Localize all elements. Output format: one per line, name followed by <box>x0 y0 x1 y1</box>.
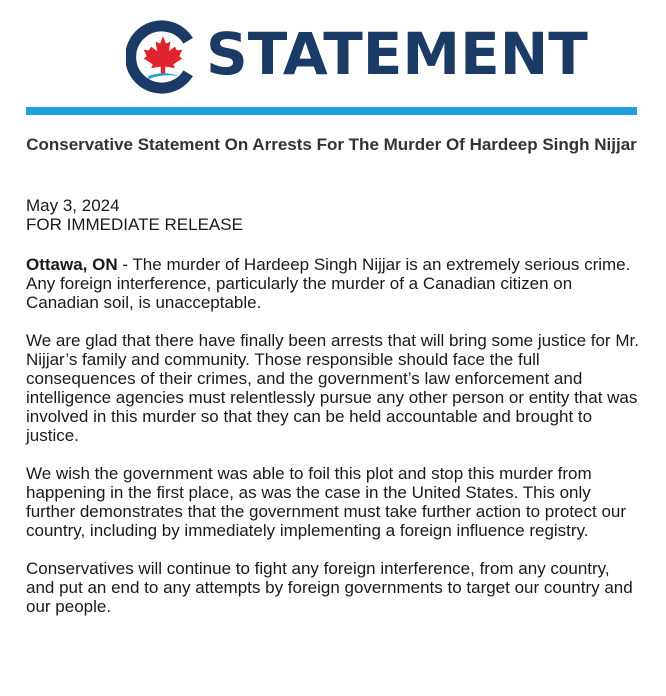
statement-header <box>0 0 666 100</box>
page-title: Conservative Statement On Arrests For The Murder Of Hardeep Singh Nijjar <box>26 135 637 154</box>
lead-paragraph <box>26 255 642 312</box>
maple-leaf-c-icon <box>126 20 200 94</box>
body-paragraph-3: Conservatives will continue to fight any foreign interference, from any country, and put an end to any attempts by foreign governments to target our country and our people. <box>26 559 633 616</box>
logo-wordmark: STATEMENT <box>206 20 588 88</box>
body-paragraph-2: We wish the government was able to foil this plot and stop this murder from happening in the first place, as was the case in the United States. This only further demonstrates that the government must take further action to protect our country, including by immediately implementing a foreign influence registry. <box>26 464 627 540</box>
statement-body <box>26 196 642 635</box>
header-divider-bar <box>26 107 637 115</box>
release-type: FOR IMMEDIATE RELEASE <box>26 215 243 234</box>
dateline: Ottawa, ON <box>26 255 118 274</box>
lead-text: - The murder of Hardeep Singh Nijjar is an extremely serious crime. Any foreign interference, particularly the murder of a Canadian citizen on Canadian soil, is unacceptable. <box>26 255 631 312</box>
release-date: May 3, 2024 <box>26 196 120 215</box>
body-paragraph-1: We are glad that there have finally been arrests that will bring some justice for Mr. Nijjar’s family and community. Those responsible should face the full consequences of their crimes, and the government’s law enforcement and intelligence agencies must relentlessly pursue any other person or entity that was involved in this murder so that they can be held accountable and brought to justice. <box>26 331 639 445</box>
release-meta <box>26 196 642 234</box>
